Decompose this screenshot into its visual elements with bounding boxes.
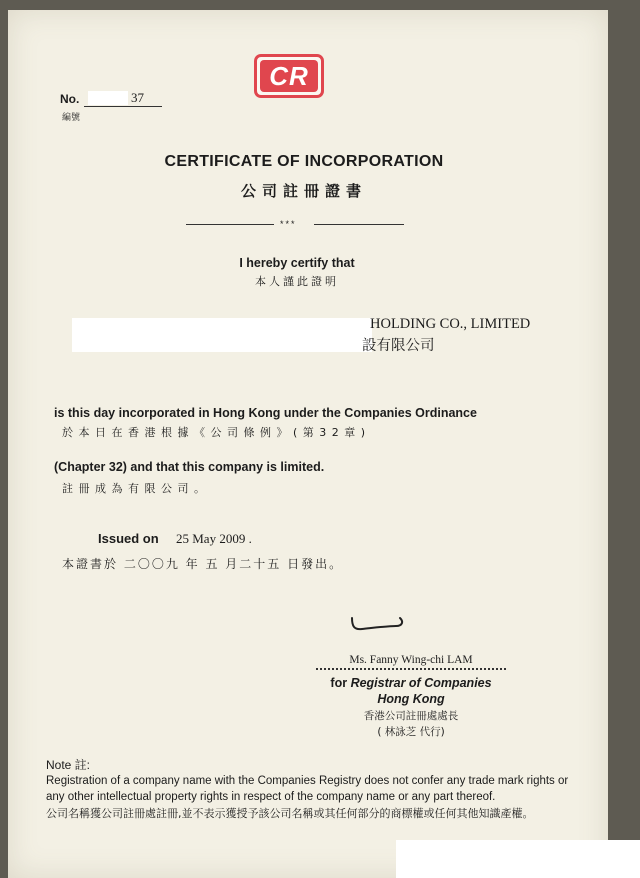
issued-date: 25 May 2009 . (176, 531, 252, 546)
incorporation-line-2-zh: 註冊成為有限公司。 (62, 482, 211, 495)
registrar-title-zh: 香港公司註冊處處長 (363, 710, 459, 722)
certify-statement-zh: 本人謹此證明 (255, 275, 339, 288)
registrar-title (316, 676, 506, 690)
divider-stars: *** (280, 219, 297, 229)
number-label: No. (60, 92, 80, 106)
certify-statement: I hereby certify that (239, 256, 355, 270)
registrar-acting-zh: ( 林詠芝 代行) (377, 726, 445, 738)
registrar-title-text: Registrar of Companies (350, 676, 492, 690)
number-value: 37 (131, 90, 144, 105)
certificate-title: CERTIFICATE OF INCORPORATION (164, 153, 444, 170)
company-name-en: HOLDING CO., LIMITED (370, 316, 531, 332)
note-text-en: Registration of a company name with the Companies Registry does not confer any trade mark rights or any other intellectual property rights in respect of the company name or any part thereof. (46, 775, 569, 803)
incorporation-line-1-zh: 於本日在香港根據《公司條例》(第32章) (62, 426, 371, 439)
incorporation-line-2: (Chapter 32) and that this company is limited. (54, 460, 325, 474)
note-label: Note 註: (46, 758, 91, 772)
registrar-place: Hong Kong (377, 692, 445, 706)
issued-label: Issued on (98, 531, 159, 546)
registrar-for: for (330, 676, 348, 690)
incorporation-line-1: is this day incorporated in Hong Kong under the Companies Ordinance (54, 406, 477, 420)
company-name-redaction (72, 318, 372, 352)
signature-dotted-line (316, 668, 506, 670)
company-name-zh: 設有限公司 (362, 338, 435, 354)
signature-icon (348, 612, 410, 636)
bottom-corner-redaction (396, 840, 640, 878)
divider-right (314, 224, 404, 225)
divider-left (186, 224, 274, 225)
issued-date-zh: 本證書於 二〇〇九 年 五 月二十五 日發出。 (62, 557, 344, 571)
logo-text: CR (260, 60, 318, 92)
companies-registry-logo (254, 54, 324, 98)
registrar-name: Ms. Fanny Wing-chi LAM (349, 654, 473, 666)
certificate-title-zh: 公司註冊證書 (240, 182, 367, 200)
number-redaction (88, 91, 128, 105)
note-text-zh: 公司名稱獲公司註冊處註冊,並不表示獲授予該公司名稱或其任何部分的商標權或任何其他知識產權。 (46, 807, 534, 820)
certificate-paper (8, 10, 608, 878)
number-label-zh: 編號 (62, 113, 81, 123)
